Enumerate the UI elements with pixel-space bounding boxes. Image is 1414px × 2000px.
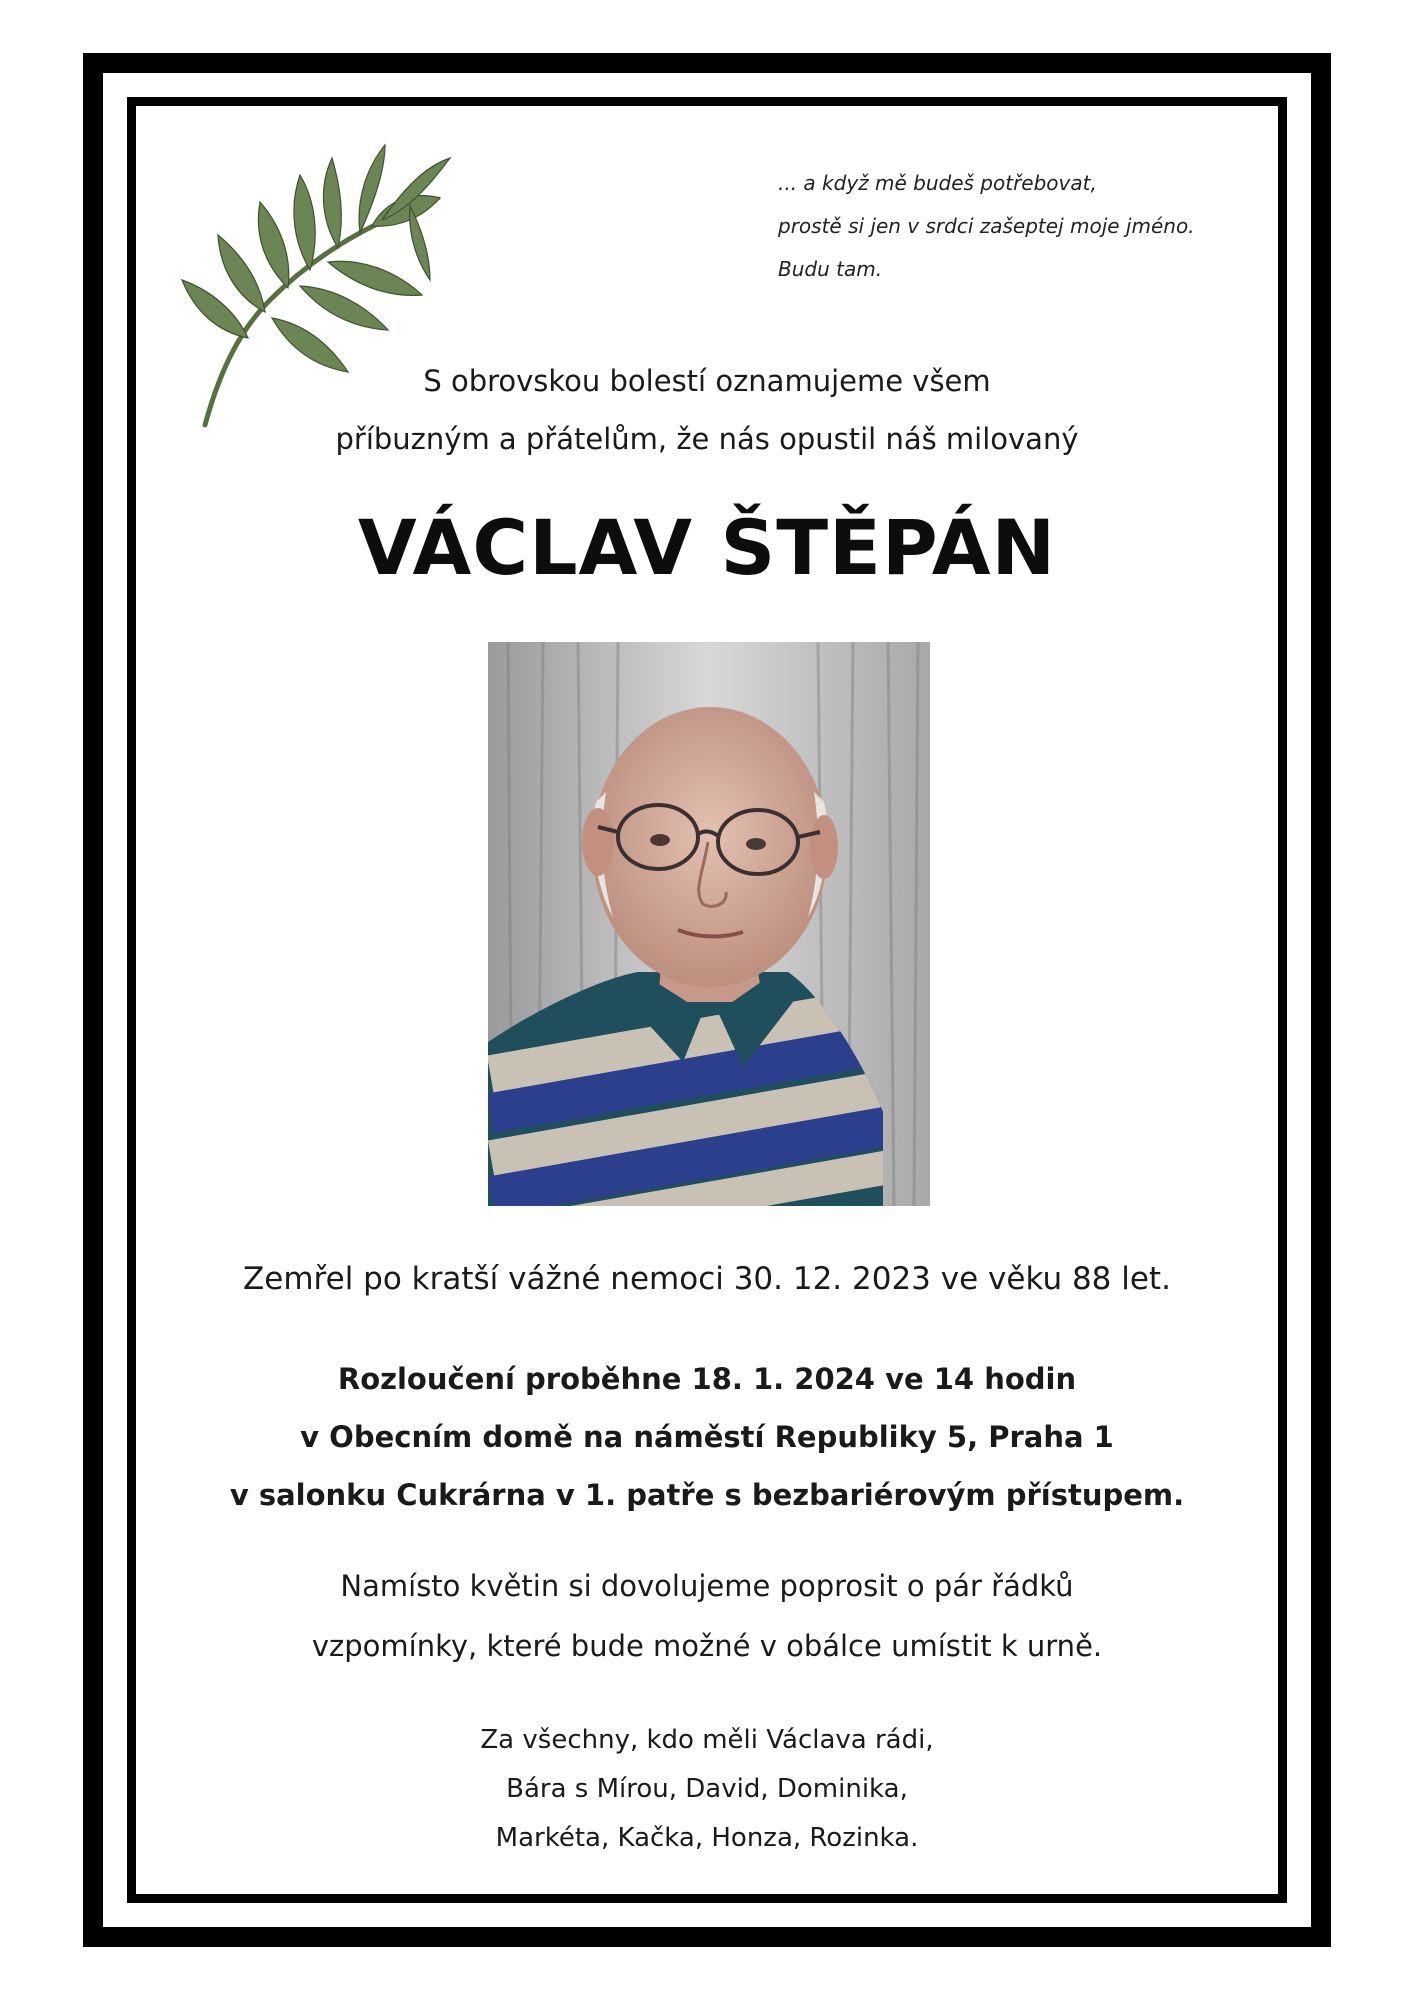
farewell-line: v salonku Cukrárna v 1. patře s bezbariérovým přístupem. [229,1478,1185,1512]
announcement-line: příbuzným a přátelům, že nás opustil náš milovaný [335,422,1079,456]
quote-block [778,162,1258,291]
quote-line: ... a když mě budeš potřebovat, [778,171,1097,195]
signature-line: Markéta, Kačka, Honza, Rozinka. [495,1823,919,1853]
request-line: vzpomínky, které bude možné v obálce umístit k urně. [311,1629,1103,1663]
death-notice: Zemřel po kratší vážné nemoci 30. 12. 2023 ve věku 88 let. [243,1261,1171,1297]
quote-line: prostě si jen v srdci zašeptej moje jméno. [778,214,1195,238]
request-block [127,1556,1287,1676]
quote-line: Budu tam. [778,257,883,281]
farewell-details [127,1350,1287,1524]
farewell-line: v Obecním domě na náměstí Republiky 5, Praha 1 [300,1420,1114,1454]
signature-line: Bára s Mírou, David, Dominika, [506,1774,908,1804]
deceased-name: VÁCLAV ŠTĚPÁN [357,503,1057,592]
request-line: Namísto květin si dovolujeme poprosit o pár řádků [340,1569,1074,1603]
announcement [127,352,1287,468]
farewell-line: Rozloučení proběhne 18. 1. 2024 ve 14 hodin [337,1362,1077,1396]
portrait-photo [488,642,930,1206]
signature-line: Za všechny, kdo měli Václava rádi, [480,1725,934,1755]
announcement-line: S obrovskou bolestí oznamujeme všem [423,364,991,398]
signature-block [127,1716,1287,1863]
